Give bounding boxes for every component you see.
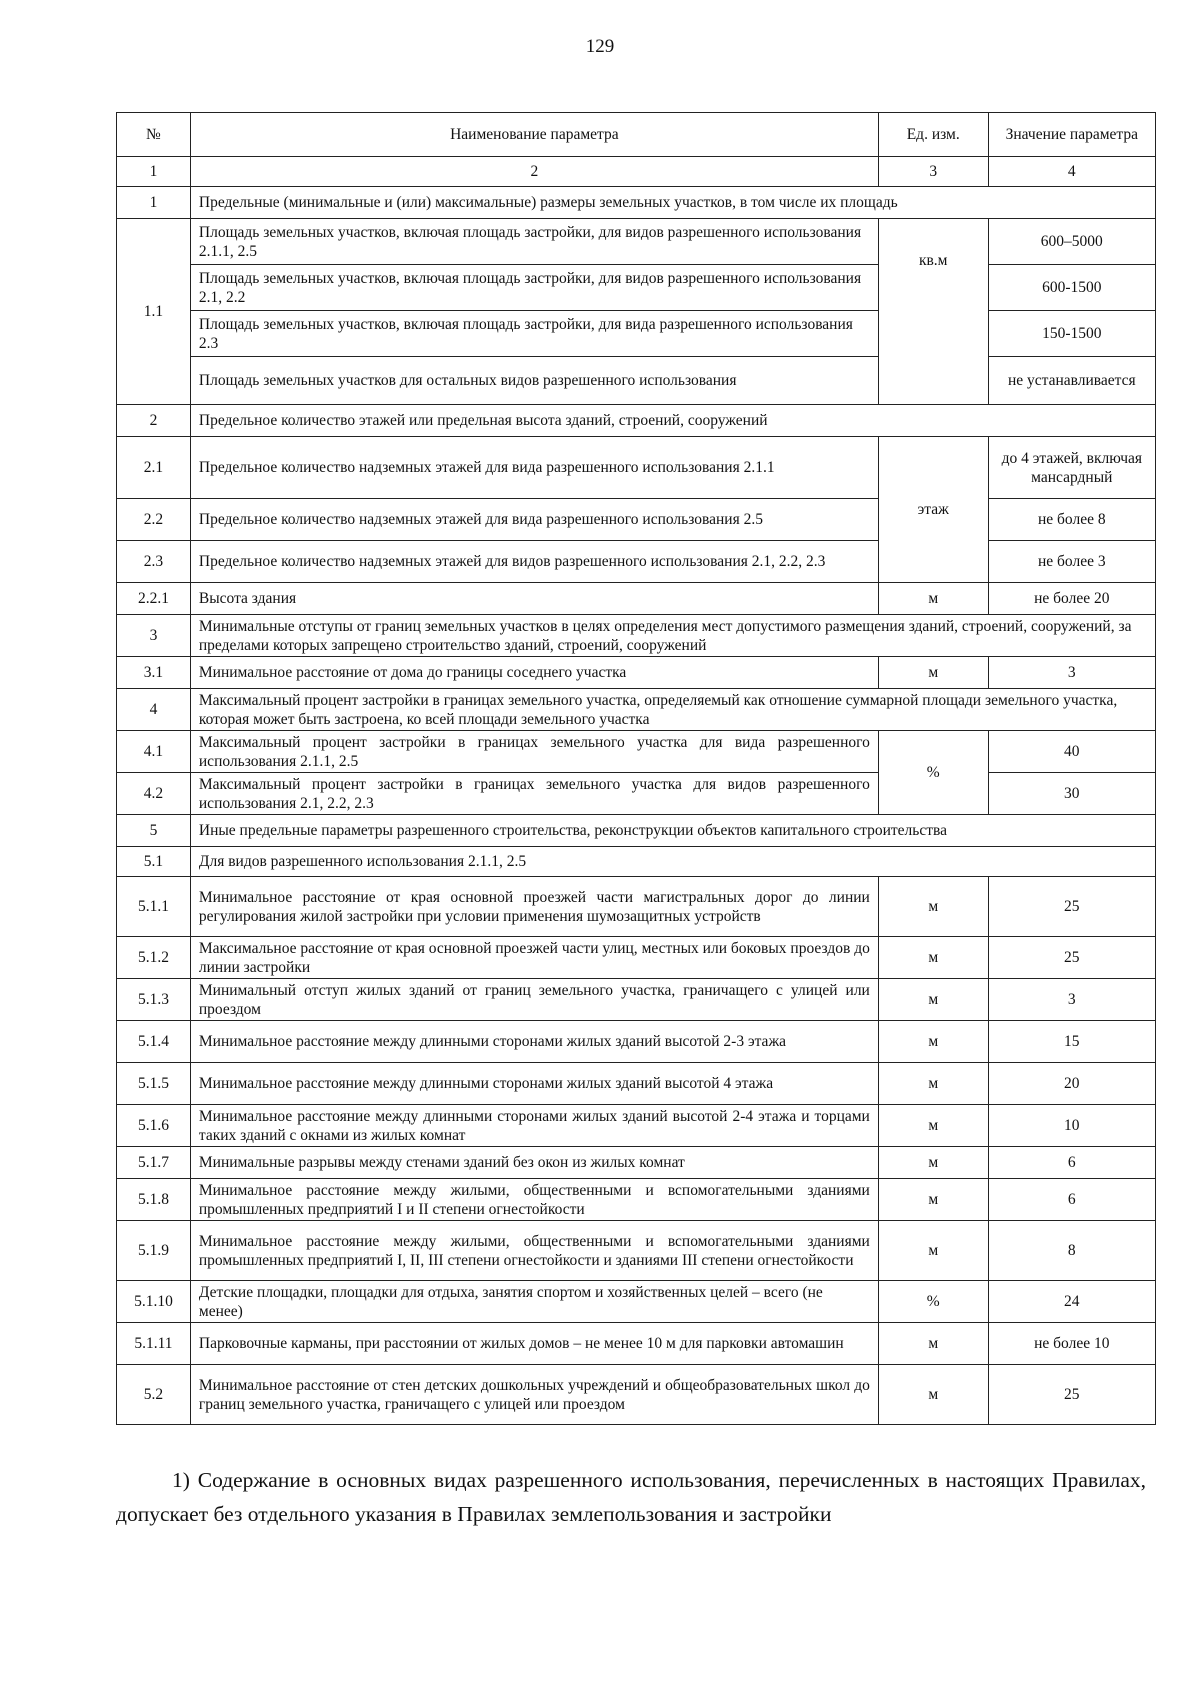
value-cell: не более 20 bbox=[988, 583, 1155, 615]
table-row bbox=[117, 979, 1156, 1021]
row-number: 5.1.8 bbox=[117, 1179, 191, 1221]
parameter-name: Минимальное расстояние между длинными сторонами жилых зданий высотой 2-3 этажа bbox=[190, 1021, 878, 1063]
unit-cell: м bbox=[878, 1179, 988, 1221]
unit-cell: м bbox=[878, 583, 988, 615]
table-row bbox=[117, 1105, 1156, 1147]
parameter-name: Минимальное расстояние между длинными сторонами жилых зданий высотой 4 этажа bbox=[190, 1063, 878, 1105]
value-cell: 25 bbox=[988, 877, 1155, 937]
unit-cell: м bbox=[878, 937, 988, 979]
value-cell: 8 bbox=[988, 1221, 1155, 1281]
parameter-name: Детские площадки, площадки для отдыха, занятия спортом и хозяйственных целей – всего (не менее) bbox=[190, 1281, 878, 1323]
value-cell: 600–5000 bbox=[988, 219, 1155, 265]
row-number: 4 bbox=[117, 689, 191, 731]
page-number: 129 bbox=[585, 36, 615, 57]
parameter-name: Высота здания bbox=[190, 583, 878, 615]
section-row bbox=[117, 615, 1156, 657]
parameter-name: Минимальный отступ жилых зданий от границ земельного участка, граничащего с улицей или проездом bbox=[190, 979, 878, 1021]
row-number: 2.1 bbox=[117, 437, 191, 499]
parameter-name: Предельное количество надземных этажей для видов разрешенного использования 2.1, 2.2, 2.3 bbox=[190, 541, 878, 583]
parameters-table bbox=[116, 112, 1156, 1425]
footer-paragraph bbox=[116, 1463, 1146, 1531]
value-cell: 6 bbox=[988, 1179, 1155, 1221]
unit-cell: м bbox=[878, 1021, 988, 1063]
value-cell: не устанавливается bbox=[988, 357, 1155, 405]
section-row bbox=[117, 405, 1156, 437]
value-cell: 10 bbox=[988, 1105, 1155, 1147]
unit-cell: м bbox=[878, 1147, 988, 1179]
section-title: Предельное количество этажей или предельная высота зданий, строений, сооружений bbox=[190, 405, 1155, 437]
table-row bbox=[117, 437, 1156, 499]
column-number: 2 bbox=[190, 157, 878, 187]
row-number: 5.1.6 bbox=[117, 1105, 191, 1147]
parameter-name: Минимальное расстояние от дома до границы соседнего участка bbox=[190, 657, 878, 689]
row-number: 2.2 bbox=[117, 499, 191, 541]
unit-cell: % bbox=[878, 731, 988, 815]
parameter-name: Минимальное расстояние между жилыми, общественными и вспомогательными зданиями промышленных предприятий I и II степени огнестойкости bbox=[190, 1179, 878, 1221]
section-title: Минимальные отступы от границ земельных участков в целях определения мест допустимого размещения зданий, строений, сооружений, за пределами которых запрещено строительство зданий, строений, сооружений bbox=[190, 615, 1155, 657]
table-row bbox=[117, 937, 1156, 979]
table-row bbox=[117, 1021, 1156, 1063]
row-number: 3.1 bbox=[117, 657, 191, 689]
section-title: Максимальный процент застройки в границах земельного участка, определяемый как отношение суммарной площади земельного участка, которая может быть застроена, ко всей площади земельного участка bbox=[190, 689, 1155, 731]
table-row bbox=[117, 357, 1156, 405]
unit-cell: м bbox=[878, 1365, 988, 1425]
table-row bbox=[117, 1365, 1156, 1425]
table-row bbox=[117, 1179, 1156, 1221]
section-title: Предельные (минимальные и (или) максимальные) размеры земельных участков, в том числе их площадь bbox=[190, 187, 1155, 219]
parameter-name: Минимальные разрывы между стенами зданий без окон из жилых комнат bbox=[190, 1147, 878, 1179]
unit-cell: м bbox=[878, 877, 988, 937]
unit-cell: м bbox=[878, 1063, 988, 1105]
table-row bbox=[117, 499, 1156, 541]
row-number: 1 bbox=[117, 187, 191, 219]
value-cell: 3 bbox=[988, 657, 1155, 689]
table-row bbox=[117, 1147, 1156, 1179]
column-number: 1 bbox=[117, 157, 191, 187]
row-number: 4.2 bbox=[117, 773, 191, 815]
row-number: 4.1 bbox=[117, 731, 191, 773]
value-cell: 25 bbox=[988, 937, 1155, 979]
row-number: 5.1.11 bbox=[117, 1323, 191, 1365]
row-number: 1.1 bbox=[117, 219, 191, 405]
row-number: 5.1.4 bbox=[117, 1021, 191, 1063]
table-row bbox=[117, 657, 1156, 689]
row-number: 5.2 bbox=[117, 1365, 191, 1425]
row-number: 5 bbox=[117, 815, 191, 847]
parameter-name: Площадь земельных участков для остальных видов разрешенного использования bbox=[190, 357, 878, 405]
column-number: 3 bbox=[878, 157, 988, 187]
unit-cell: м bbox=[878, 979, 988, 1021]
value-cell: 3 bbox=[988, 979, 1155, 1021]
unit-cell: м bbox=[878, 1221, 988, 1281]
parameter-name: Максимальное расстояние от края основной проезжей части улиц, местных или боковых проездов до линии застройки bbox=[190, 937, 878, 979]
value-cell: 40 bbox=[988, 731, 1155, 773]
value-cell: 150-1500 bbox=[988, 311, 1155, 357]
row-number: 2 bbox=[117, 405, 191, 437]
value-cell: 25 bbox=[988, 1365, 1155, 1425]
row-number: 5.1 bbox=[117, 847, 191, 877]
table-row bbox=[117, 1063, 1156, 1105]
subsection-row bbox=[117, 847, 1156, 877]
unit-cell: этаж bbox=[878, 437, 988, 583]
row-number: 5.1.10 bbox=[117, 1281, 191, 1323]
parameter-name: Минимальное расстояние от края основной проезжей части магистральных дорог до линии регулирования жилой застройки при условии применения шумозащитных устройств bbox=[190, 877, 878, 937]
column-number: 4 bbox=[988, 157, 1155, 187]
table-row bbox=[117, 541, 1156, 583]
row-number: 5.1.2 bbox=[117, 937, 191, 979]
header-unit: Ед. изм. bbox=[878, 113, 988, 157]
section-row bbox=[117, 815, 1156, 847]
parameter-name: Площадь земельных участков, включая площадь застройки, для вида разрешенного использования 2.3 bbox=[190, 311, 878, 357]
row-number: 5.1.7 bbox=[117, 1147, 191, 1179]
row-number: 3 bbox=[117, 615, 191, 657]
header-parameter-name: Наименование параметра bbox=[190, 113, 878, 157]
table-row bbox=[117, 583, 1156, 615]
row-number: 5.1.5 bbox=[117, 1063, 191, 1105]
value-cell: 600-1500 bbox=[988, 265, 1155, 311]
value-cell: 24 bbox=[988, 1281, 1155, 1323]
parameter-name: Площадь земельных участков, включая площадь застройки, для видов разрешенного использования 2.1.1, 2.5 bbox=[190, 219, 878, 265]
header-value: Значение параметра bbox=[988, 113, 1155, 157]
parameter-name: Минимальное расстояние между жилыми, общественными и вспомогательными зданиями промышленных предприятий I, II, III степени огнестойкости и зданиями III степени огнестойкости bbox=[190, 1221, 878, 1281]
value-cell: 15 bbox=[988, 1021, 1155, 1063]
value-cell: не более 10 bbox=[988, 1323, 1155, 1365]
table-row bbox=[117, 1281, 1156, 1323]
table-row bbox=[117, 219, 1156, 265]
row-number: 5.1.9 bbox=[117, 1221, 191, 1281]
value-cell: до 4 этажей, включая мансардный bbox=[988, 437, 1155, 499]
header-number: № bbox=[117, 113, 191, 157]
table-row bbox=[117, 1323, 1156, 1365]
section-row bbox=[117, 187, 1156, 219]
unit-cell: м bbox=[878, 1323, 988, 1365]
table-row bbox=[117, 311, 1156, 357]
row-number: 5.1.1 bbox=[117, 877, 191, 937]
table-row bbox=[117, 731, 1156, 773]
table-row bbox=[117, 265, 1156, 311]
table-header-row bbox=[117, 113, 1156, 157]
row-number: 2.2.1 bbox=[117, 583, 191, 615]
unit-cell: кв.м bbox=[878, 219, 988, 405]
footer-text: 1) Содержание в основных видах разрешенного использования, перечисленных в настоящих Правилах, допускает без отдельного указания в Правилах землепользования и застройки bbox=[116, 1468, 1146, 1526]
subsection-title: Для видов разрешенного использования 2.1.1, 2.5 bbox=[190, 847, 1155, 877]
value-cell: 30 bbox=[988, 773, 1155, 815]
unit-cell: м bbox=[878, 1105, 988, 1147]
parameter-name: Площадь земельных участков, включая площадь застройки, для видов разрешенного использования 2.1, 2.2 bbox=[190, 265, 878, 311]
value-cell: 20 bbox=[988, 1063, 1155, 1105]
section-title: Иные предельные параметры разрешенного строительства, реконструкции объектов капитального строительства bbox=[190, 815, 1155, 847]
parameter-name: Предельное количество надземных этажей для вида разрешенного использования 2.1.1 bbox=[190, 437, 878, 499]
row-number: 2.3 bbox=[117, 541, 191, 583]
table-row bbox=[117, 1221, 1156, 1281]
column-number-row bbox=[117, 157, 1156, 187]
value-cell: не более 8 bbox=[988, 499, 1155, 541]
row-number: 5.1.3 bbox=[117, 979, 191, 1021]
parameter-name: Минимальное расстояние между длинными сторонами жилых зданий высотой 2-4 этажа и торцами таких зданий с окнами из жилых комнат bbox=[190, 1105, 878, 1147]
parameter-name: Предельное количество надземных этажей для вида разрешенного использования 2.5 bbox=[190, 499, 878, 541]
unit-cell: % bbox=[878, 1281, 988, 1323]
section-row bbox=[117, 689, 1156, 731]
value-cell: не более 3 bbox=[988, 541, 1155, 583]
parameter-name: Минимальное расстояние от стен детских дошкольных учреждений и общеобразовательных школ до границ земельного участка, граничащего с улицей или проездом bbox=[190, 1365, 878, 1425]
parameter-name: Максимальный процент застройки в границах земельного участка для видов разрешенного использования 2.1, 2.2, 2.3 bbox=[190, 773, 878, 815]
parameter-name: Максимальный процент застройки в границах земельного участка для вида разрешенного использования 2.1.1, 2.5 bbox=[190, 731, 878, 773]
table-row bbox=[117, 773, 1156, 815]
unit-cell: м bbox=[878, 657, 988, 689]
parameter-name: Парковочные карманы, при расстоянии от жилых домов – не менее 10 м для парковки автомашин bbox=[190, 1323, 878, 1365]
value-cell: 6 bbox=[988, 1147, 1155, 1179]
table-row bbox=[117, 877, 1156, 937]
